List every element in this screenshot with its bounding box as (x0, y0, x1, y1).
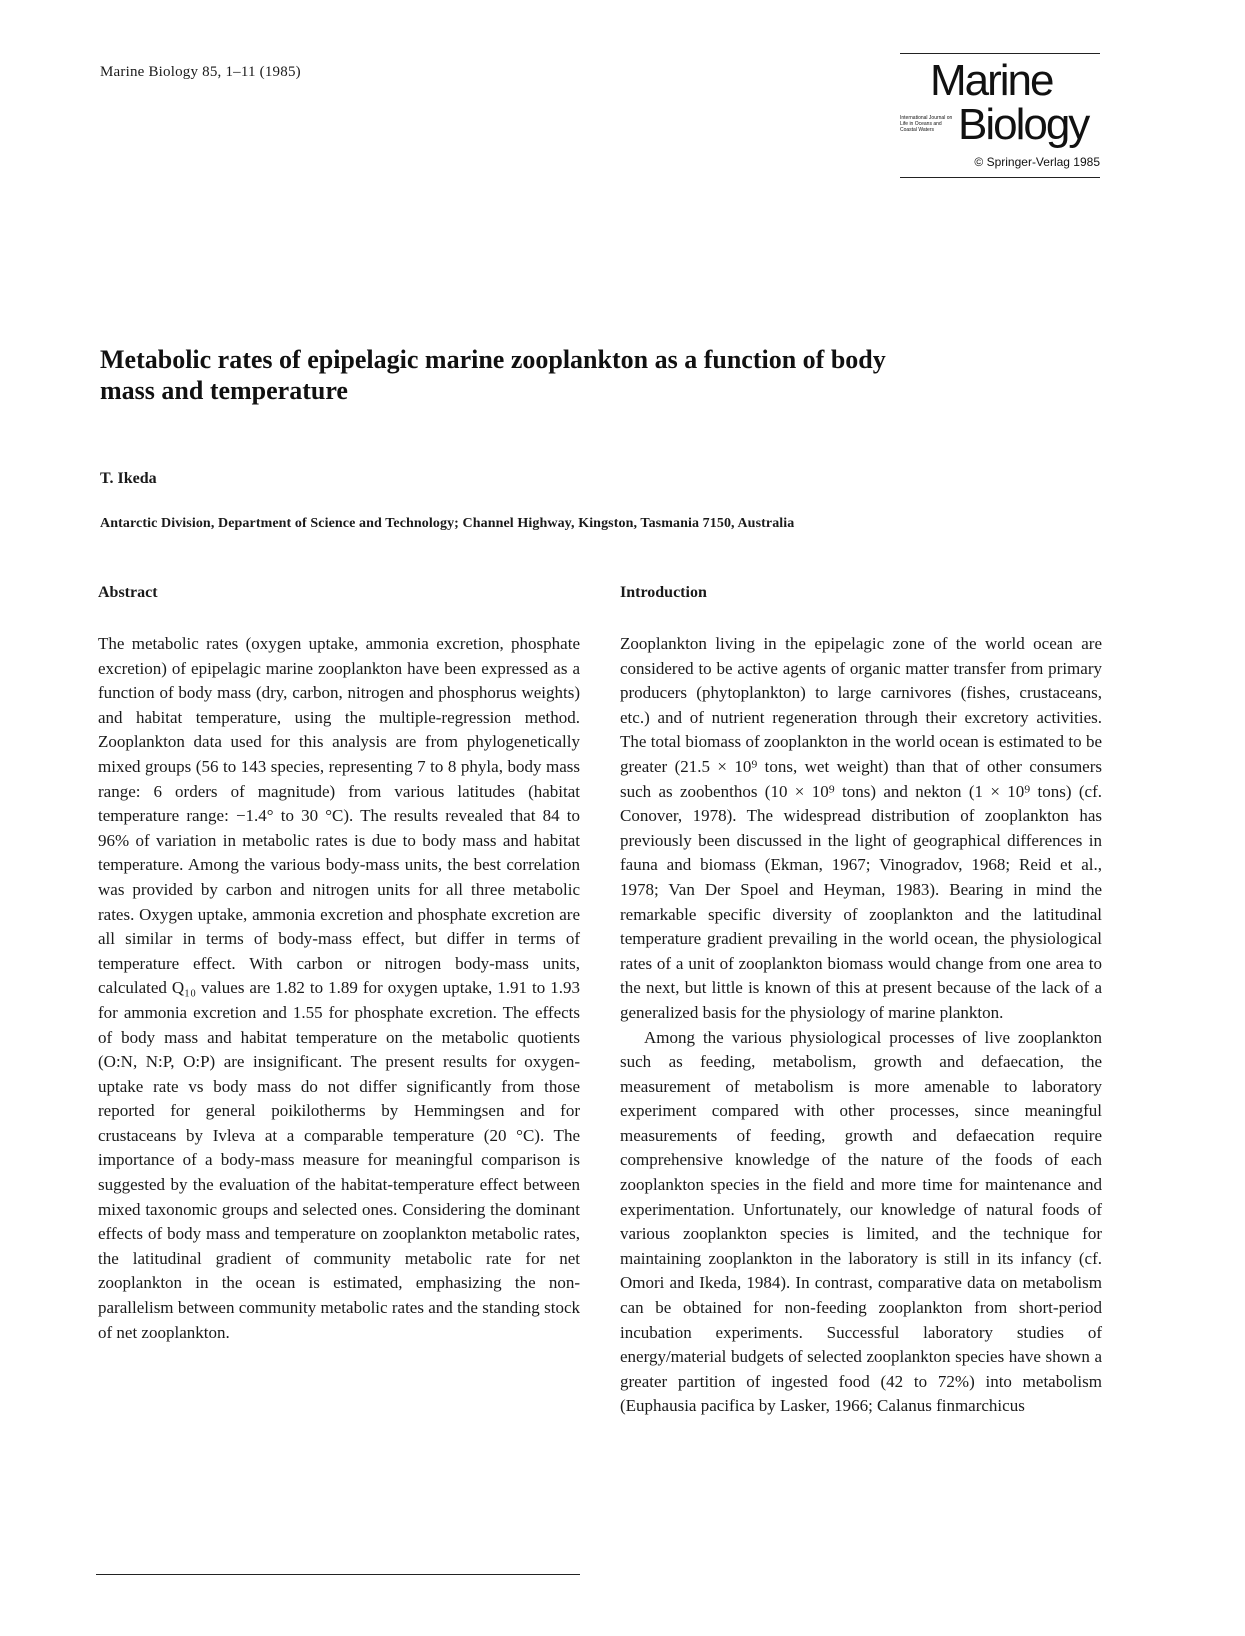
journal-name-line1: Marine (930, 56, 1053, 105)
copyright-notice: © Springer-Verlag 1985 (974, 155, 1100, 169)
introduction-paragraph-1: Zooplankton living in the epipelagic zone of the world ocean are considered to be active agents of organic matter transfer from primary producers (phytoplankton) to large carnivores (fishes, crustaceans, etc.) and of nutrient regeneration through their excretory activities. The total biomass of zooplankton in the world ocean is estimated to be greater (21.5 × 10⁹ tons, wet weight) than that of other consumers such as zoobenthos (10 × 10⁹ tons) and nekton (1 × 10⁹ tons) (cf. Conover, 1978). The widespread distribution of zooplankton has previously been discussed in the light of geographical differences in fauna and biomass (Ekman, 1967; Vinogradov, 1968; Reid et al., 1978; Van Der Spoel and Heyman, 1983). Bearing in mind the remarkable specific diversity of zooplankton and the latitudinal temperature gradient prevailing in the world ocean, the physiological rates of a unit of zooplankton biomass would change from one area to the next, but little is known of this at present because of the lack of a generalized basis for the physiology of marine plankton. (620, 634, 1102, 1022)
abstract-text: The metabolic rates (oxygen uptake, ammonia excretion, phosphate excretion) of epipelagic marine zooplankton have been expressed as a function of body mass (dry, carbon, nitrogen and phosphorus weights) and habitat temperature, using the multiple-regression method. Zooplankton data used for this analysis are from phylogenetically mixed groups (56 to 143 species, representing 7 to 8 phyla, body mass range: 6 orders of magnitude) from various latitudes (habitat temperature range: −1.4° to 30 °C). The results revealed that 84 to 96% of variation in metabolic rates is due to body mass and habitat temperature. Among the various body-mass units, the best correlation was provided by carbon and nitrogen units for all three metabolic rates. Oxygen uptake, ammonia excretion and phosphate excretion are all similar in terms of body-mass effect, but differ in terms of temperature effect. With carbon or nitrogen body-mass units, calculated Q₁₀ values are 1.82 to 1.89 for oxygen uptake, 1.91 to 1.93 for ammonia excretion and 1.55 for phosphate excretion. The effects of body mass and habitat temperature on the metabolic quotients (O:N, N:P, O:P) are insignificant. The present results for oxygen-uptake rate vs body mass do not differ significantly from those reported for general poikilotherms by Hemmingsen and for crustaceans by Ivleva at a comparable temperature (20 °C). The importance of a body-mass measure for meaningful comparison is suggested by the evaluation of the habitat-temperature effect between mixed taxonomic groups and selected ones. Considering the dominant effects of body mass and temperature on zooplankton metabolic rates, the latitudinal gradient of community metabolic rate for net zooplankton in the ocean is estimated, emphasizing the non-parallelism between community metabolic rates and the standing stock of net zooplankton. (98, 634, 580, 1342)
footnote-rule (96, 1574, 580, 1575)
author-affiliation: Antarctic Division, Department of Science and Technology; Channel Highway, Kingston, Tasmania 7150, Australia (100, 516, 795, 531)
journal-name-line2: Biology (958, 100, 1089, 149)
introduction-column (620, 584, 1102, 1419)
journal-masthead (900, 47, 1100, 177)
abstract-column (98, 584, 580, 1345)
article-author: T. Ikeda (100, 470, 157, 487)
journal-subtitle: International Journal on Life in Oceans and Coastal Waters (900, 115, 953, 133)
article-title: Metabolic rates of epipelagic marine zooplankton as a function of body mass and temperature (100, 345, 886, 405)
masthead-top-rule (900, 53, 1100, 54)
masthead-bottom-rule (900, 177, 1100, 178)
journal-citation: Marine Biology 85, 1–11 (1985) (100, 64, 301, 80)
introduction-heading: Introduction (620, 584, 707, 601)
abstract-heading: Abstract (98, 584, 158, 601)
introduction-paragraph-2: Among the various physiological processes of live zooplankton such as feeding, metabolism, growth and defaecation, the measurement of metabolism is more amenable to laboratory experiment compared with other processes, since meaningful measurements of feeding, growth and defaecation require comprehensive knowledge of the nature of the foods of each zooplankton species in the field and more time for maintenance and experimentation. Unfortunately, our knowledge of natural foods of various zooplankton species is limited, and the technique for maintaining zooplankton in the laboratory is still in its infancy (cf. Omori and Ikeda, 1984). In contrast, comparative data on metabolism can be obtained for non-feeding zooplankton from short-period incubation experiments. Successful laboratory studies of energy/material budgets of selected zooplankton species have shown a greater partition of ingested food (42 to 72%) into metabolism (Euphausia pacifica by Lasker, 1966; Calanus finmarchicus (620, 1027, 1102, 1416)
